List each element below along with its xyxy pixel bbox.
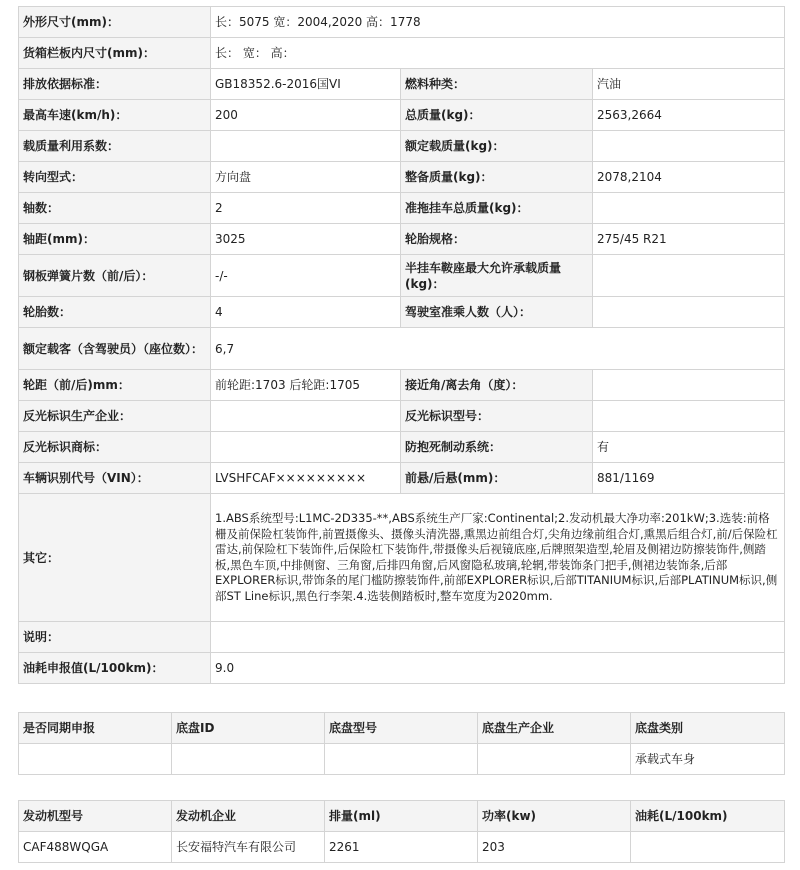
engine-cell: CAF488WQGA [19, 832, 172, 863]
curb-weight-value: 2078,2104 [593, 162, 785, 193]
tire-spec-value: 275/45 R21 [593, 224, 785, 255]
trailer-mass-value [593, 193, 785, 224]
load-utilization-label: 载质量利用系数： [19, 131, 211, 162]
spec-row [19, 100, 785, 131]
fuel-consumption-value: 9.0 [211, 653, 785, 684]
engine-header-cell: 油耗(L/100km) [631, 801, 785, 832]
approach-departure-value [593, 370, 785, 401]
spec-row [19, 69, 785, 100]
abs-label: 防抱死制动系统： [401, 432, 593, 463]
chassis-header-cell: 底盘ID [172, 713, 325, 744]
overhang-label: 前悬/后悬(mm)： [401, 463, 593, 494]
other-value: 1.ABS系统型号:L1MC-2D335-**,ABS系统生产厂家:Continental;2.发动机最大净功率:201kW;3.选装:前格栅及前保险杠装饰件,前置摄像头、摄像头清洗器,熏黑边前组合灯,尖角边缘前组合灯,熏黑后组合灯,前/后保险杠雷达,前保险杠下装饰件,后保险杠下装饰件,带摄像头后视镜底座,后牌照架造型,轮眉及侧裙边防擦装饰件,侧踏板,黑色车顶,中排侧窗、三角窗,后排四角窗,后风窗隐私玻璃,轮辋,带装饰条门把手,侧裙边装饰条,后部EXPLORER标识,带饰条的尾门槛防擦装饰件,前部EXPLORER标识,后部TITANIUM标识,后部PLATINUM标识,侧部ST Line标识,黑色行李架.4.选装侧踏板时,整车宽度为2020mm. [211, 494, 785, 622]
spec-row-other [19, 494, 785, 622]
spec-row [19, 401, 785, 432]
spec-row [19, 432, 785, 463]
total-mass-value: 2563,2664 [593, 100, 785, 131]
track-value: 前轮距:1703 后轮距:1705 [211, 370, 401, 401]
spec-row [19, 162, 785, 193]
reflector-maker-label: 反光标识生产企业： [19, 401, 211, 432]
notes-value [211, 622, 785, 653]
rated-load-value [593, 131, 785, 162]
track-label: 轮距（前/后)mm： [19, 370, 211, 401]
spec-table [18, 6, 785, 684]
cargo-box-label: 货箱栏板内尺寸(mm)： [19, 38, 211, 69]
curb-weight-label: 整备质量(kg)： [401, 162, 593, 193]
approach-departure-label: 接近角/离去角（度）： [401, 370, 593, 401]
saddle-load-label: 半挂车鞍座最大允许承载质量(kg)： [401, 255, 593, 297]
chassis-header-row [19, 713, 785, 744]
engine-table [18, 800, 785, 863]
rated-load-label: 额定载质量(kg)： [401, 131, 593, 162]
chassis-cell [325, 744, 478, 775]
other-label: 其它： [19, 494, 211, 622]
spec-row [19, 131, 785, 162]
chassis-header-cell: 是否同期申报 [19, 713, 172, 744]
notes-label: 说明： [19, 622, 211, 653]
cab-passengers-label: 驾驶室准乘人数（人）： [401, 297, 593, 328]
passengers-value: 6,7 [211, 328, 785, 370]
reflector-brand-value [211, 432, 401, 463]
engine-cell: 长安福特汽车有限公司 [172, 832, 325, 863]
fuel-type-value: 汽油 [593, 69, 785, 100]
table-row [19, 744, 785, 775]
fuel-consumption-label: 油耗申报值(L/100km)： [19, 653, 211, 684]
engine-cell [631, 832, 785, 863]
steering-value: 方向盘 [211, 162, 401, 193]
chassis-header-cell: 底盘生产企业 [478, 713, 631, 744]
leaf-springs-value: -/- [211, 255, 401, 297]
vin-value: LVSHFCAF××××××××× [211, 463, 401, 494]
spec-row-cargo-box [19, 38, 785, 69]
max-speed-value: 200 [211, 100, 401, 131]
table-row [19, 832, 785, 863]
abs-value: 有 [593, 432, 785, 463]
reflector-model-value [593, 401, 785, 432]
trailer-mass-label: 准拖挂车总质量(kg)： [401, 193, 593, 224]
total-mass-label: 总质量(kg)： [401, 100, 593, 131]
chassis-header-cell: 底盘型号 [325, 713, 478, 744]
spec-row [19, 255, 785, 297]
spec-row [19, 297, 785, 328]
passengers-label: 额定载客（含驾驶员）（座位数）： [19, 328, 211, 370]
steering-label: 转向型式： [19, 162, 211, 193]
chassis-cell [172, 744, 325, 775]
spec-row-notes [19, 622, 785, 653]
saddle-load-value [593, 255, 785, 297]
engine-header-cell: 发动机型号 [19, 801, 172, 832]
dimensions-label: 外形尺寸(mm)： [19, 7, 211, 38]
chassis-cell: 承载式车身 [631, 744, 785, 775]
spec-row-passengers [19, 328, 785, 370]
chassis-table [18, 712, 785, 775]
engine-header-cell: 功率(kw) [478, 801, 631, 832]
chassis-header-cell: 底盘类别 [631, 713, 785, 744]
engine-header-row [19, 801, 785, 832]
fuel-type-label: 燃料种类： [401, 69, 593, 100]
chassis-cell [19, 744, 172, 775]
emission-standard-label: 排放依据标准： [19, 69, 211, 100]
chassis-cell [478, 744, 631, 775]
spec-row-fuel-consumption [19, 653, 785, 684]
max-speed-label: 最高车速(km/h)： [19, 100, 211, 131]
wheelbase-label: 轴距(mm)： [19, 224, 211, 255]
engine-header-cell: 发动机企业 [172, 801, 325, 832]
emission-standard-value: GB18352.6-2016国VI [211, 69, 401, 100]
engine-header-cell: 排量(ml) [325, 801, 478, 832]
vin-label: 车辆识别代号（VIN）： [19, 463, 211, 494]
reflector-model-label: 反光标识型号： [401, 401, 593, 432]
tire-spec-label: 轮胎规格： [401, 224, 593, 255]
engine-cell: 203 [478, 832, 631, 863]
axle-count-value: 2 [211, 193, 401, 224]
engine-cell: 2261 [325, 832, 478, 863]
reflector-maker-value [211, 401, 401, 432]
tire-count-label: 轮胎数： [19, 297, 211, 328]
overhang-value: 881/1169 [593, 463, 785, 494]
spec-row [19, 463, 785, 494]
cab-passengers-value [593, 297, 785, 328]
spec-row [19, 370, 785, 401]
spec-row-dimensions [19, 7, 785, 38]
axle-count-label: 轴数： [19, 193, 211, 224]
tire-count-value: 4 [211, 297, 401, 328]
leaf-springs-label: 钢板弹簧片数（前/后）： [19, 255, 211, 297]
reflector-brand-label: 反光标识商标： [19, 432, 211, 463]
spec-row [19, 193, 785, 224]
cargo-box-value: 长： 宽： 高： [211, 38, 785, 69]
spec-row [19, 224, 785, 255]
load-utilization-value [211, 131, 401, 162]
dimensions-value: 长：5075 宽：2004,2020 高：1778 [211, 7, 785, 38]
wheelbase-value: 3025 [211, 224, 401, 255]
